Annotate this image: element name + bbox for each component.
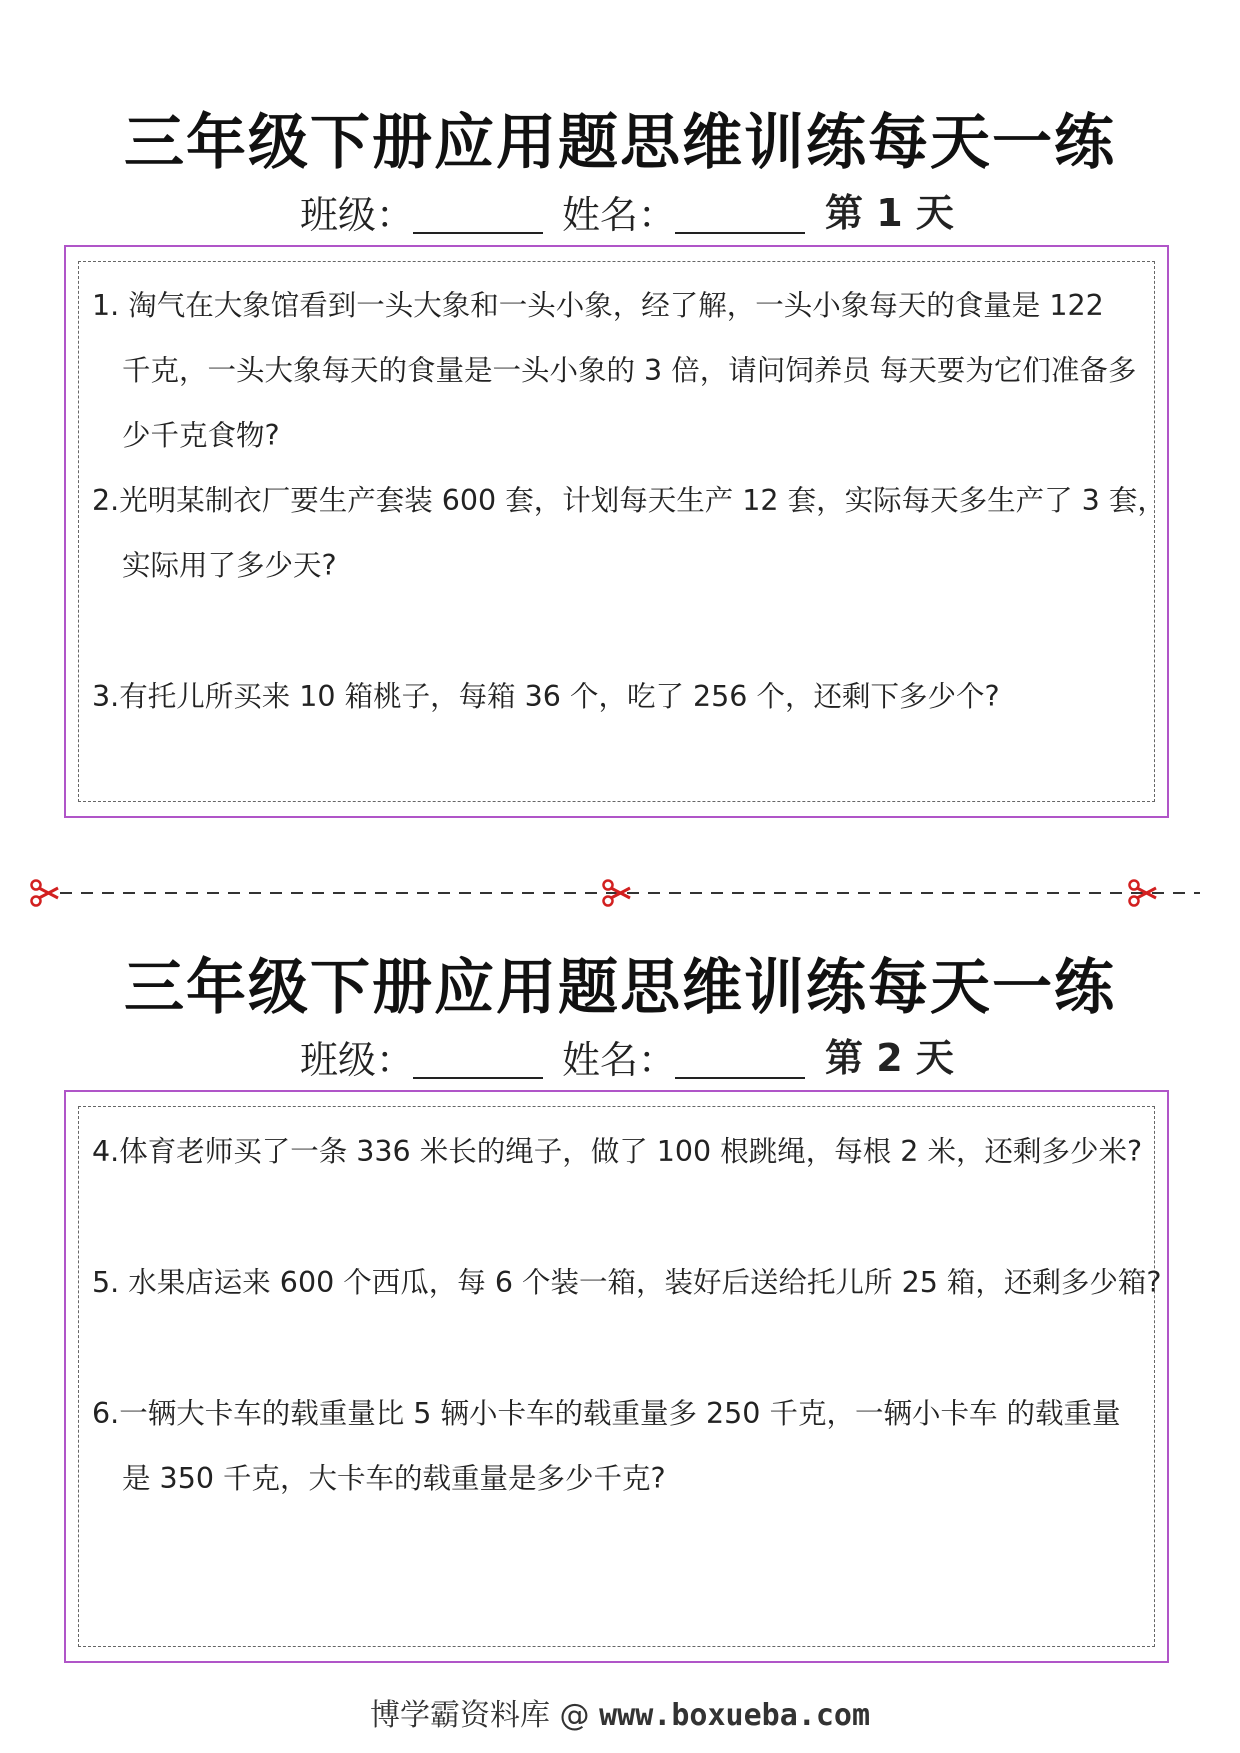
question-1-line1: 1. 淘气在大象馆看到一头大象和一头小象，经了解，一头小象每天的食量是 122 — [92, 289, 1104, 322]
footer-watermark — [0, 1690, 1240, 1734]
question-4 — [92, 1119, 1162, 1184]
class-blank — [413, 1077, 543, 1079]
footer-at: @ — [559, 1698, 590, 1733]
worksheet-title-day2: 三年级下册应用题思维训练每天一练 — [124, 953, 1116, 1023]
question-box-inner-border — [78, 1106, 1155, 1647]
question-2-line2: 实际用了多少天? — [122, 549, 337, 582]
name-blank — [675, 1077, 805, 1079]
question-3-line1: 3.有托儿所买来 10 箱桃子，每箱 36 个，吃了 256 个，还剩下多少个? — [92, 680, 1000, 713]
class-label: 班级： — [300, 1038, 415, 1082]
question-4-line1: 4.体育老师买了一条 336 米长的绳子，做了 100 根跳绳，每根 2 米，还剩多少米? — [92, 1135, 1143, 1168]
question-6-line2: 是 350 千克，大卡车的载重量是多少千克? — [122, 1462, 666, 1495]
class-blank — [413, 232, 543, 234]
question-6-line1: 6.一辆大卡车的载重量比 5 辆小卡车的载重量多 250 千克，一辆小卡车 的载重量 — [92, 1397, 1121, 1430]
scissors-icon — [32, 881, 59, 906]
day-label: 第 2 天 — [825, 1036, 954, 1080]
question-3 — [92, 664, 1162, 729]
question-1-line2: 千克，一头大象每天的食量是一头小象的 3 倍，请问饲养员 每天要为它们准备多 — [122, 354, 1137, 387]
question-2 — [92, 468, 1166, 598]
student-info-day1 — [0, 180, 1240, 240]
question-6 — [92, 1381, 1162, 1511]
student-info-day2 — [0, 1025, 1240, 1085]
name-label: 姓名： — [562, 193, 677, 237]
question-5-line1: 5. 水果店运来 600 个西瓜，每 6 个装一箱，装好后送给托儿所 25 箱，还剩多少箱? — [92, 1266, 1162, 1299]
cut-line — [30, 878, 1210, 908]
footer-url: www.boxueba.com — [599, 1698, 871, 1733]
class-label: 班级： — [300, 193, 415, 237]
name-blank — [675, 232, 805, 234]
question-1-line3: 少千克食物? — [122, 419, 280, 452]
question-5 — [92, 1250, 1162, 1315]
question-1 — [92, 273, 1162, 468]
worksheet-title-day1: 三年级下册应用题思维训练每天一练 — [124, 108, 1116, 178]
day-label: 第 1 天 — [825, 191, 954, 235]
question-2-line1: 2.光明某制衣厂要生产套装 600 套，计划每天生产 12 套，实际每天多生产了 3 套， — [92, 484, 1166, 517]
footer-site-name: 博学霸资料库 — [369, 1698, 550, 1733]
name-label: 姓名： — [562, 1038, 677, 1082]
